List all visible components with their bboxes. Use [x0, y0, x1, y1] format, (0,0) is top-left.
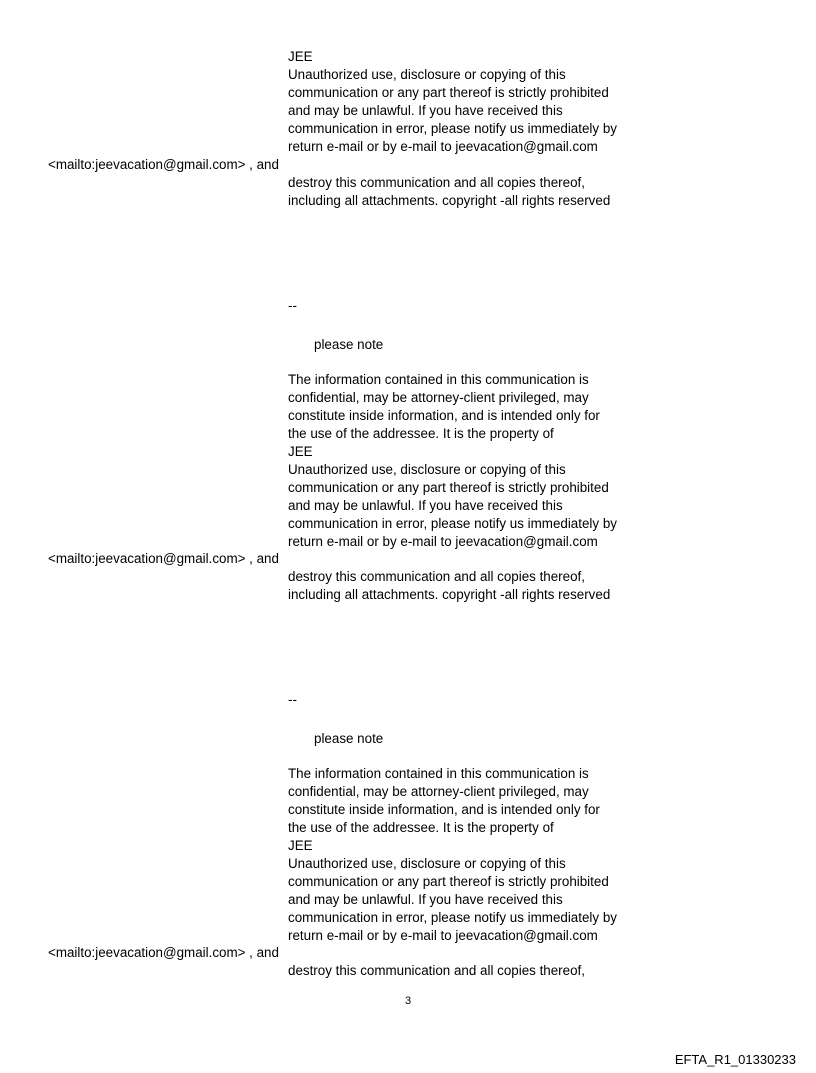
block3-line: and may be unlawful. If you have received this: [288, 892, 563, 907]
block2-line: The information contained in this communication is: [288, 372, 589, 387]
block2-line: Unauthorized use, disclosure or copying of this: [288, 462, 566, 477]
block2-line: communication or any part thereof is strictly prohibited: [288, 480, 609, 495]
block3-tail-line: destroy this communication and all copies thereof,: [288, 963, 585, 978]
block3-line: confidential, may be attorney-client privileged, may: [288, 784, 589, 799]
block2-note-heading: please note: [314, 337, 384, 352]
block3-line: Unauthorized use, disclosure or copying of this: [288, 856, 566, 871]
block2-mailto-link[interactable]: <mailto:jeevacation@gmail.com> , and: [48, 551, 279, 566]
block2-tail-line: including all attachments. copyright -all rights reserved: [288, 587, 611, 602]
block1-tail-line: destroy this communication and all copies thereof,: [288, 175, 585, 190]
block1-line: and may be unlawful. If you have received this: [288, 103, 563, 118]
block2-line: confidential, may be attorney-client privileged, may: [288, 390, 589, 405]
block2-tail-line: destroy this communication and all copies thereof,: [288, 569, 585, 584]
block2-separator: --: [288, 298, 297, 313]
block2-line: constitute inside information, and is intended only for: [288, 408, 600, 423]
block1-line: communication in error, please notify us immediately by: [288, 121, 617, 136]
block3-note-heading: please note: [314, 731, 384, 746]
block2-line: and may be unlawful. If you have received this: [288, 498, 563, 513]
block1-line: JEE: [288, 49, 313, 64]
block3-line: the use of the addressee. It is the property of: [288, 820, 554, 835]
block1-tail-line: including all attachments. copyright -all rights reserved: [288, 193, 611, 208]
block1-line: return e-mail or by e-mail to jeevacation@gmail.com: [288, 139, 598, 154]
block1-line: communication or any part thereof is strictly prohibited: [288, 85, 609, 100]
block3-line: communication or any part thereof is strictly prohibited: [288, 874, 609, 889]
block3-mailto-link[interactable]: <mailto:jeevacation@gmail.com> , and: [48, 945, 279, 960]
document-id: EFTA_R1_01330233: [674, 1052, 796, 1067]
block2-line: communication in error, please notify us immediately by: [288, 516, 617, 531]
block1-line: Unauthorized use, disclosure or copying of this: [288, 67, 566, 82]
block2-line: return e-mail or by e-mail to jeevacation@gmail.com: [288, 534, 598, 549]
page-number: 3: [404, 995, 412, 1007]
block1-mailto-link[interactable]: <mailto:jeevacation@gmail.com> , and: [48, 157, 279, 172]
block3-separator: --: [288, 692, 297, 707]
block2-line: JEE: [288, 444, 313, 459]
block3-line: constitute inside information, and is intended only for: [288, 802, 600, 817]
block3-line: JEE: [288, 838, 313, 853]
block3-line: return e-mail or by e-mail to jeevacation@gmail.com: [288, 928, 598, 943]
block3-line: communication in error, please notify us immediately by: [288, 910, 617, 925]
block3-line: The information contained in this communication is: [288, 766, 589, 781]
block2-line: the use of the addressee. It is the property of: [288, 426, 554, 441]
